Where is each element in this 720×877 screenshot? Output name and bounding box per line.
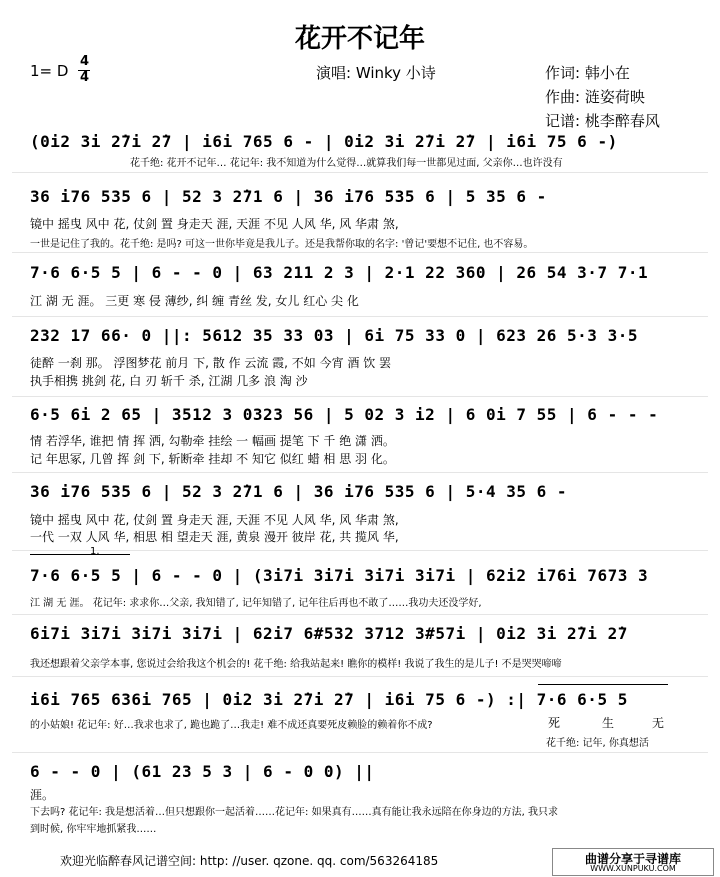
row-divider <box>12 550 708 551</box>
row-divider <box>12 316 708 317</box>
notation-row: 7·6 6·5 5 | 6 - - 0 | (3i7i 3i7i 3i7i 3i7i | 62i2 i76i 7673 3 <box>30 566 649 585</box>
row-divider <box>12 396 708 397</box>
composer-credit: 作曲: 涟姿荷映 <box>545 88 645 106</box>
row-divider <box>12 752 708 753</box>
volta-bracket-line <box>30 554 130 555</box>
notation-row: 6i7i 3i7i 3i7i 3i7i | 62i7 6#532 3712 3#57i | 0i2 3i 2̇7i 2̇7 <box>30 624 628 643</box>
time-signature-bottom: 4 <box>80 70 90 85</box>
ending-lyric: 死 <box>548 716 561 730</box>
dialogue-line: 到时候, 你牢牢地抓紧我…… <box>30 824 157 835</box>
row-divider <box>12 676 708 677</box>
row-divider <box>12 472 708 473</box>
lyric-line: 涯。 <box>30 788 55 802</box>
dialogue-line: 一世是记住了我的。花千绝: 是吗? 可这一世你毕竟是我儿子。还是我帮你取的名字: '曾记'要想不记住, 也不容易。 <box>30 239 534 250</box>
singer-credit: 演唱: Winky 小诗 <box>316 64 436 82</box>
row-divider <box>12 252 708 253</box>
footer-text: 欢迎光临醉春风记谱空间: http: //user. qzone. qq. com/563264185 <box>60 854 439 868</box>
lyricist-credit: 作词: 韩小在 <box>545 64 630 82</box>
time-signature-top: 4 <box>80 54 90 69</box>
lyric-line: 镜中 摇曳 风中 花, 仗剑 置 身走天 涯, 天涯 不见 人风 华, 风 华肃 煞, <box>30 217 399 231</box>
dialogue-line: 的小姑娘! 花记年: 好…我求也求了, 跪也跪了…我走! 难不成还真要死皮赖脸的赖着你不成? <box>30 720 433 731</box>
watermark-line1: 曲谱分享于寻谱库 <box>584 852 681 866</box>
ending-lyric: 无 <box>652 716 665 730</box>
lyric-line: 徒醉 一刹 那。 浮图梦花 前月 下, 散 作 云流 霞, 不如 今宵 酒 饮 罢 <box>30 356 392 370</box>
lyric-line: 情 若浮华, 谁把 情 挥 洒, 勾勒牵 挂绘 一 幅画 提笔 下 千 绝 潇 洒。 <box>30 434 395 448</box>
dialogue-line: 江 湖 无 涯。 花记年: 求求你…父亲, 我知错了, 记年知错了, 记年往后再也不敢了……我功夫还没学好, <box>30 598 482 609</box>
notation-row: 232 17 66· 0 ||: 5612 35 33 03 | 6i 75 33 0 | 623 26 5·3 3·5 <box>30 326 638 345</box>
notation-row: i6i 765 636i 765 | 0i2 3i 2̇7i 2̇7 | i6i 75 6 -) :| 7·6 6·5 5 <box>30 690 628 709</box>
watermark-badge <box>552 848 714 876</box>
dialogue-line: 花千绝: 花开不记年… 花记年: 我不知道为什么觉得…就算我们每一世都见过面, 父亲你…也许没有 <box>130 158 563 169</box>
notation-row: 36 i76 535 6 | 52 3 2̇71 6 | 36 i76 535 6 | 5·4 35 6 - <box>30 482 568 501</box>
row-divider <box>12 172 708 173</box>
notation-row: (0i2 3i 2̇7i 2̇7 | i6i 765 6 - | 0i2 3i 2̇7i 2̇7 | i6i 75 6 -) <box>30 132 618 151</box>
volta-bracket-line <box>538 684 668 685</box>
notation-row: 7·6 6·5 5 | 6 - - 0 | 63 211 2 3 | 2·1 22 360 | 26 54 3·7 7·1 <box>30 263 649 282</box>
lyric-line: 镜中 摇曳 风中 花, 仗剑 置 身走天 涯, 天涯 不见 人风 华, 风 华肃 煞, <box>30 513 399 527</box>
dialogue-line: 下去吗? 花记年: 我是想活着…但只想跟你一起活着……花记年: 如果真有……真有能让我永远陪在你身边的方法, 我只求 <box>30 807 558 818</box>
volta-number: 1. <box>90 546 100 557</box>
key-signature: 1= D <box>30 62 69 80</box>
notation-row: 6 - - 0 | (61 23 5 3 | 6 - 0 0) || <box>30 762 375 781</box>
watermark-line2: WWW.XUNPUKU.COM <box>590 864 676 873</box>
lyric-line: 一代 一双 人风 华, 相思 相 望走天 涯, 黄泉 漫开 彼岸 花, 共 揽风 华, <box>30 530 399 544</box>
transcriber-credit: 记谱: 桃李醉春风 <box>545 112 660 130</box>
lyric-line: 记 年思冢, 几曾 挥 剑 下, 斩断牵 挂却 不 知它 似红 蜡 相 思 羽 化。 <box>30 452 395 466</box>
lyric-line: 江 湖 无 涯。 三更 寒 侵 薄纱, 纠 缠 青丝 发, 女儿 红心 尖 化 <box>30 294 359 308</box>
lyric-line: 执手相携 挑剑 花, 白 刃 斩千 杀, 江湖 几多 浪 淘 沙 <box>30 374 308 388</box>
notation-row: 36 i76 535 6 | 52 3 2̇71 6 | 36 i76 535 6 | 5 35 6 - <box>30 187 547 206</box>
dialogue-line: 我还想跟着父亲学本事, 您说过会给我这个机会的! 花千绝: 给我站起来! 瞧你的模样! 我说了我生的是儿子! 不是哭哭啼啼 <box>30 659 562 670</box>
ending-lyric: 生 <box>602 716 615 730</box>
notation-row: 6·5 6i 2 65 | 3512 3 0323 56 | 5 02 3 i2 | 6 0i 7 55 | 6 - - - <box>30 405 659 424</box>
row-divider <box>12 614 708 615</box>
dialogue-line: 花千绝: 记年, 你真想活 <box>546 738 649 749</box>
song-title: 花开不记年 <box>294 24 425 54</box>
